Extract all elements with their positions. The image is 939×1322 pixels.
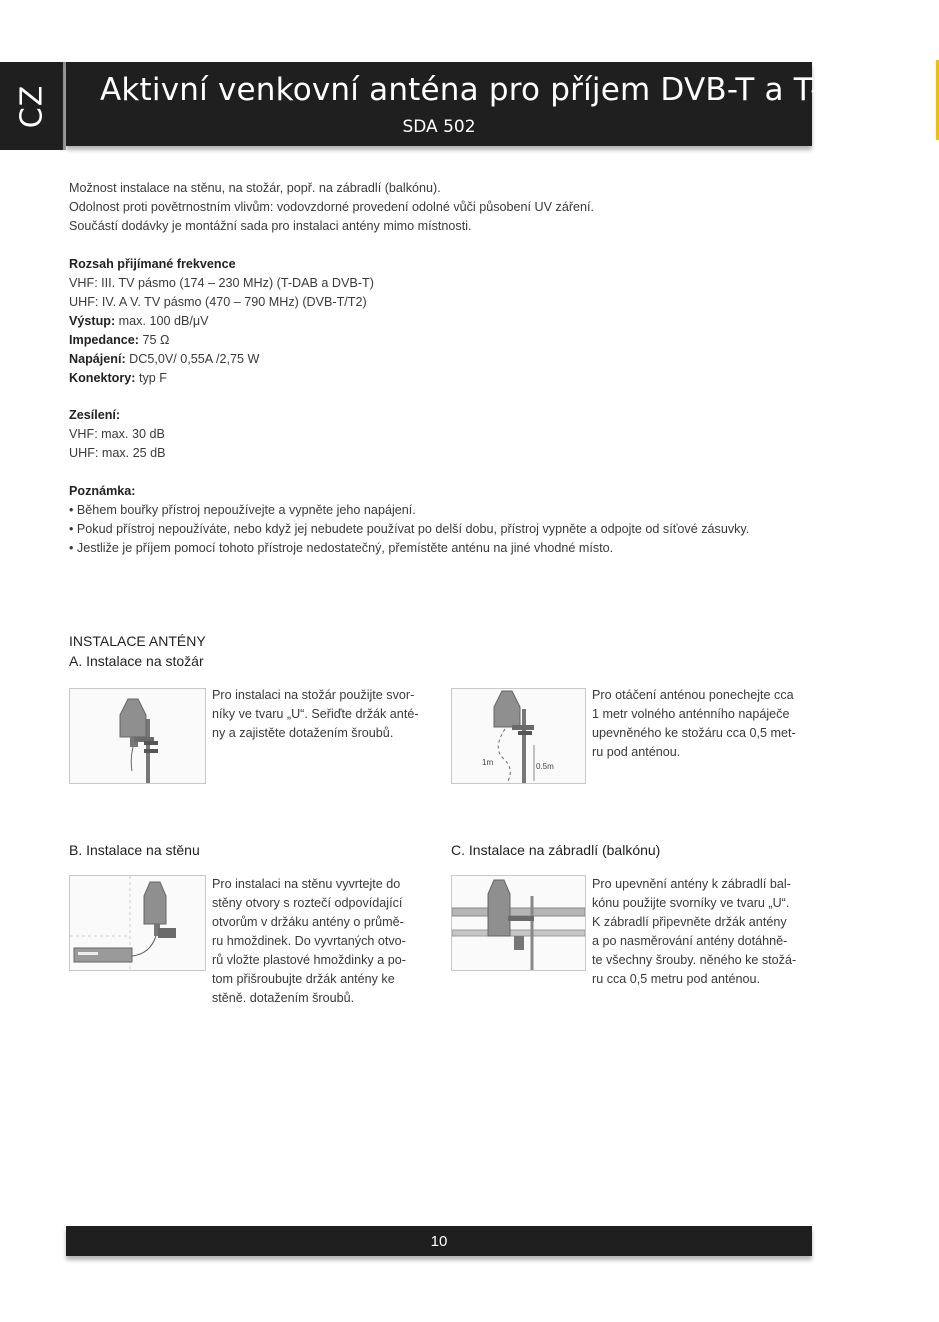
text-line: te všechny šrouby. něného ke stožá- bbox=[592, 953, 797, 967]
cable-slack-figure bbox=[451, 688, 586, 784]
gain-block bbox=[69, 406, 166, 463]
text-line: Pro instalaci na stožár použijte svor- bbox=[212, 688, 415, 702]
spec-output-value: max. 100 dB/μV bbox=[115, 314, 209, 328]
text-line: rů vložte plastové hmoždinky a po- bbox=[212, 953, 406, 967]
language-tab bbox=[0, 62, 66, 150]
install-b-title: B. Instalace na stěnu bbox=[69, 842, 200, 858]
footer-bar bbox=[66, 1226, 812, 1256]
spec-uhf: UHF: IV. A V. TV pásmo (470 – 790 MHz) (DVB-T/T2) bbox=[69, 295, 367, 309]
note-item: • Pokud přístroj nepoužíváte, nebo když jej nebudete používat po delší dobu, přístroj vypněte a odpojte od síťové zásuvky. bbox=[69, 522, 750, 536]
spec-power-value: DC5,0V/ 0,55A /2,75 W bbox=[125, 352, 260, 366]
spec-impedance-label: Impedance: bbox=[69, 333, 139, 347]
title-bar bbox=[66, 62, 888, 146]
spec-connectors bbox=[69, 369, 374, 388]
specs-heading: Rozsah přijímané frekvence bbox=[69, 257, 236, 271]
gain-uhf: UHF: max. 25 dB bbox=[69, 446, 166, 460]
intro-line: Součástí dodávky je montážní sada pro instalaci antény mimo místnosti. bbox=[69, 219, 472, 233]
language-code: CZ bbox=[14, 84, 49, 128]
text-line: stěny otvory s roztečí odpovídající bbox=[212, 896, 403, 910]
intro-line: Odolnost proti povětrnostním vlivům: vodovzdorné provedení odolné vůči působení UV záření. bbox=[69, 200, 595, 214]
wall-mount-figure bbox=[69, 875, 206, 971]
text-line: stěně. dotažením šroubů. bbox=[212, 991, 355, 1005]
text-line: Pro instalaci na stěnu vyvrtejte do bbox=[212, 877, 401, 891]
install-c-title: C. Instalace na zábradlí (balkónu) bbox=[451, 842, 661, 858]
install-a-title: A. Instalace na stožár bbox=[69, 653, 204, 669]
text-line: upevněného ke stožáru cca 0,5 met- bbox=[592, 726, 796, 740]
label-05m: 0.5m bbox=[536, 762, 554, 771]
gain-vhf: VHF: max. 30 dB bbox=[69, 427, 165, 441]
text-line: a po nasměrování antény dotáhně- bbox=[592, 934, 788, 948]
gain-heading: Zesílení: bbox=[69, 408, 121, 422]
text-line: Pro otáčení anténou ponechejte cca bbox=[592, 688, 794, 702]
text-line: níky ve tvaru „U“. Seřiďte držák anté- bbox=[212, 707, 419, 721]
text-line: ru hmoždinek. Do vyvrtaných otvo- bbox=[212, 934, 406, 948]
text-line: ny a zajistěte dotažením šroubů. bbox=[212, 726, 394, 740]
page-number: 10 bbox=[430, 1233, 448, 1250]
install-b-text bbox=[212, 875, 406, 1008]
spec-connectors-value: typ F bbox=[135, 371, 167, 385]
spec-power bbox=[69, 350, 374, 369]
install-heading: INSTALACE ANTÉNY bbox=[69, 633, 206, 649]
spec-impedance-value: 75 Ω bbox=[139, 333, 170, 347]
intro-block bbox=[69, 179, 594, 236]
spec-connectors-label: Konektory: bbox=[69, 371, 136, 385]
install-c-text bbox=[592, 875, 796, 989]
spec-vhf: VHF: III. TV pásmo (174 – 230 MHz) (T-DAB a DVB-T) bbox=[69, 276, 374, 290]
text-line: K zábradlí připevněte držák antény bbox=[592, 915, 787, 929]
text-line: tom přišroubujte držák antény ke bbox=[212, 972, 395, 986]
text-line: Pro upevnění antény k zábradlí bal- bbox=[592, 877, 791, 891]
specs-block bbox=[69, 255, 374, 388]
spec-output-label: Výstup: bbox=[69, 314, 116, 328]
spec-power-label: Napájení: bbox=[69, 352, 126, 366]
page-title: Aktivní venkovní anténa pro příjem DVB-T a T-DAB bbox=[100, 72, 888, 108]
install-a-text bbox=[212, 686, 419, 743]
text-line: kónu použijte svorníky ve tvaru „U“. bbox=[592, 896, 790, 910]
text-line: otvorům v držáku antény o průmě- bbox=[212, 915, 404, 929]
spec-output bbox=[69, 312, 374, 331]
note-item: • Během bouřky přístroj nepoužívejte a vypněte jeho napájení. bbox=[69, 503, 416, 517]
spec-impedance bbox=[69, 331, 374, 350]
note-item: • Jestliže je příjem pomocí tohoto přístroje nedostatečný, přemístěte anténu na jiné vhodné místo. bbox=[69, 541, 614, 555]
mast-mount-figure bbox=[69, 688, 206, 784]
railing-mount-figure bbox=[451, 875, 586, 971]
install-a2-text bbox=[592, 686, 796, 762]
text-line: ru cca 0,5 metru pod anténou. bbox=[592, 972, 761, 986]
intro-line: Možnost instalace na stěnu, na stožár, popř. na zábradlí (balkónu). bbox=[69, 181, 441, 195]
text-line: ru pod anténou. bbox=[592, 745, 681, 759]
note-block bbox=[69, 482, 749, 558]
note-heading: Poznámka: bbox=[69, 484, 136, 498]
label-1m: 1m bbox=[482, 758, 494, 767]
page-subtitle: SDA 502 bbox=[402, 117, 476, 137]
text-line: 1 metr volného anténního napáječe bbox=[592, 707, 790, 721]
